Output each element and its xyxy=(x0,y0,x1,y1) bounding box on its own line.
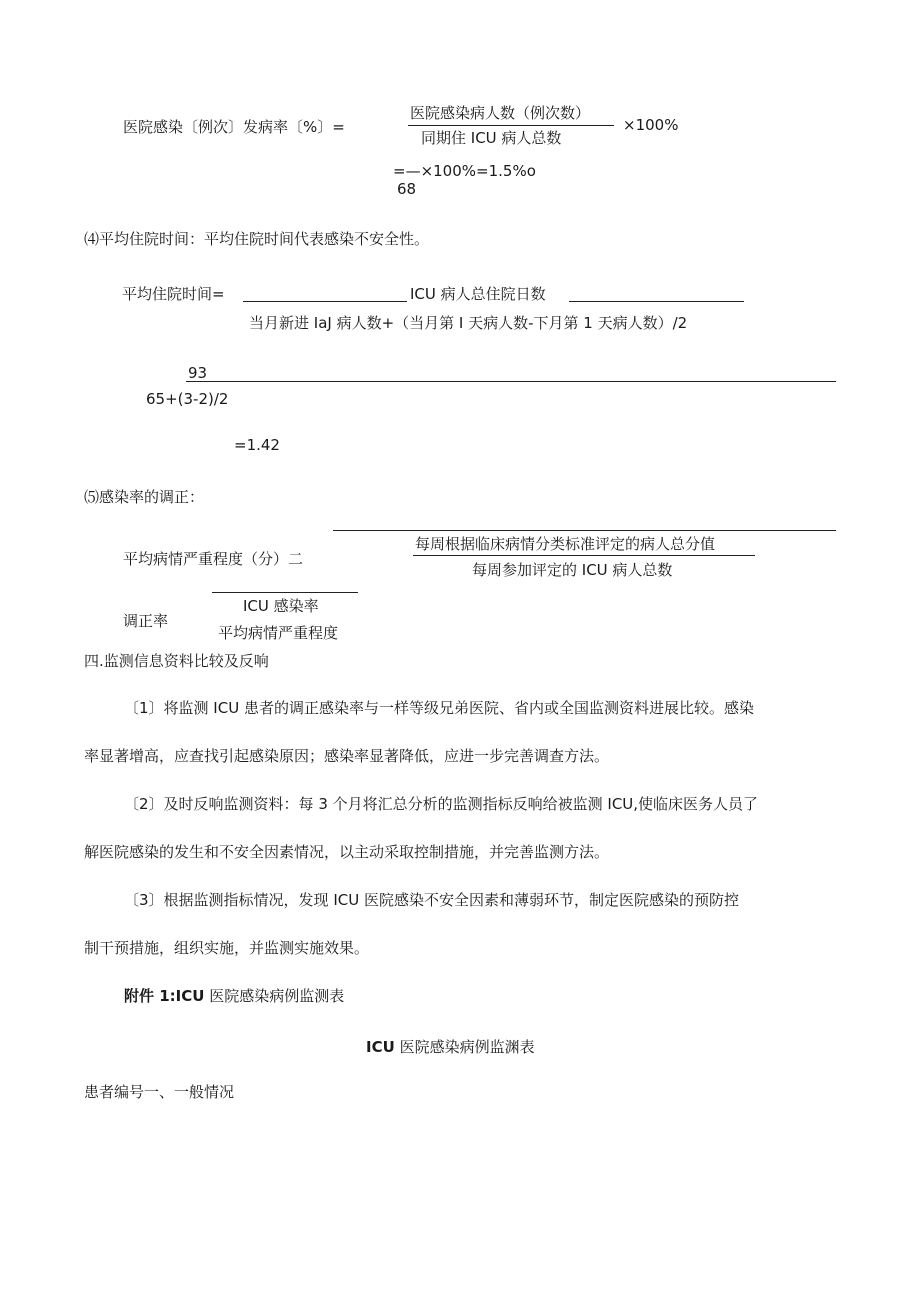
fraction-bar xyxy=(212,592,358,593)
paragraph-2-line-2: 解医院感染的发生和不安全因素情况，以主动采取控制措施，并完善监测方法。 xyxy=(84,843,610,861)
infection-rate-numerator: 医院感染病人数（例次数） xyxy=(410,104,591,122)
section4-heading: 四.监测信息资料比较及反响 xyxy=(84,652,269,670)
adjusted-numerator: ICU 感染率 xyxy=(243,597,319,615)
adjusted-label: 调正率 xyxy=(123,612,169,630)
table-title xyxy=(366,1040,535,1055)
severity-label: 平均病情严重程度（分）二 xyxy=(123,550,304,568)
severity-denominator: 每周参加评定的 ICU 病人总数 xyxy=(472,561,673,579)
fraction-bar xyxy=(413,555,755,556)
infection-rate-label: 医院感染〔例次〕发病率〔%〕= xyxy=(123,118,345,136)
infection-rate-multiplier: ×100% xyxy=(623,116,679,134)
paragraph-1-line-1: 〔1〕将监测 ICU 患者的调正感染率与一样等级兄弟医院、省内或全国监测资料进展比较。感染 xyxy=(124,699,754,717)
avg-stay-numerator: ICU 病人总住院日数 xyxy=(410,285,546,303)
fraction-bar-right xyxy=(569,301,744,302)
infection-rate-result: =—×100%=1.5%o xyxy=(393,162,536,180)
avg-stay-denominator: 当月新进 IaJ 病人数+（当月第 I 天病人数-下月第 1 天病人数）/2 xyxy=(249,314,688,332)
avg-stay-calc-numerator: 93 xyxy=(188,364,208,382)
infection-rate-denominator: 同期住 ICU 病人总数 xyxy=(421,129,562,147)
table-title-bold: ICU xyxy=(366,1038,395,1056)
table-title-rest: 医院感染病例监渊表 xyxy=(399,1038,535,1056)
severity-numerator: 每周根据临床病情分类标准评定的病人总分值 xyxy=(415,535,716,553)
patient-line: 患者编号一、一般情况 xyxy=(84,1083,235,1101)
paragraph-3-line-2: 制干预措施，组织实施，并监测实施效果。 xyxy=(84,939,370,957)
paragraph-1-line-2: 率显著增高，应查找引起感染原因；感染率显著降低，应进一步完善调查方法。 xyxy=(84,747,610,765)
fraction-bar xyxy=(333,530,836,531)
avg-stay-calc-result: =1.42 xyxy=(234,436,280,454)
infection-rate-result-denominator: 68 xyxy=(397,180,417,198)
avg-stay-calc-denominator: 65+(3-2)/2 xyxy=(146,390,229,408)
attachment-title xyxy=(124,989,344,1004)
fraction-bar xyxy=(186,381,836,382)
attachment-title-rest: 医院感染病例监测表 xyxy=(209,987,345,1005)
fraction-bar-left xyxy=(243,301,407,302)
item5-heading: ⑸感染率的调正： xyxy=(84,488,205,506)
fraction-bar xyxy=(408,125,614,126)
paragraph-3-line-1: 〔3〕根据监测指标情况，发现 ICU 医院感染不安全因素和薄弱环节，制定医院感染的预防控 xyxy=(124,891,739,909)
item4-heading: ⑷平均住院时间：平均住院时间代表感染不安全性。 xyxy=(84,230,430,248)
attachment-prefix: 附件 1:ICU xyxy=(124,987,205,1005)
adjusted-denominator: 平均病情严重程度 xyxy=(218,624,339,642)
avg-stay-label: 平均住院时间= xyxy=(122,285,225,303)
paragraph-2-line-1: 〔2〕及时反响监测资料：每 3 个月将汇总分析的监测指标反响给被监测 ICU,使临床医务人员了 xyxy=(124,795,759,813)
